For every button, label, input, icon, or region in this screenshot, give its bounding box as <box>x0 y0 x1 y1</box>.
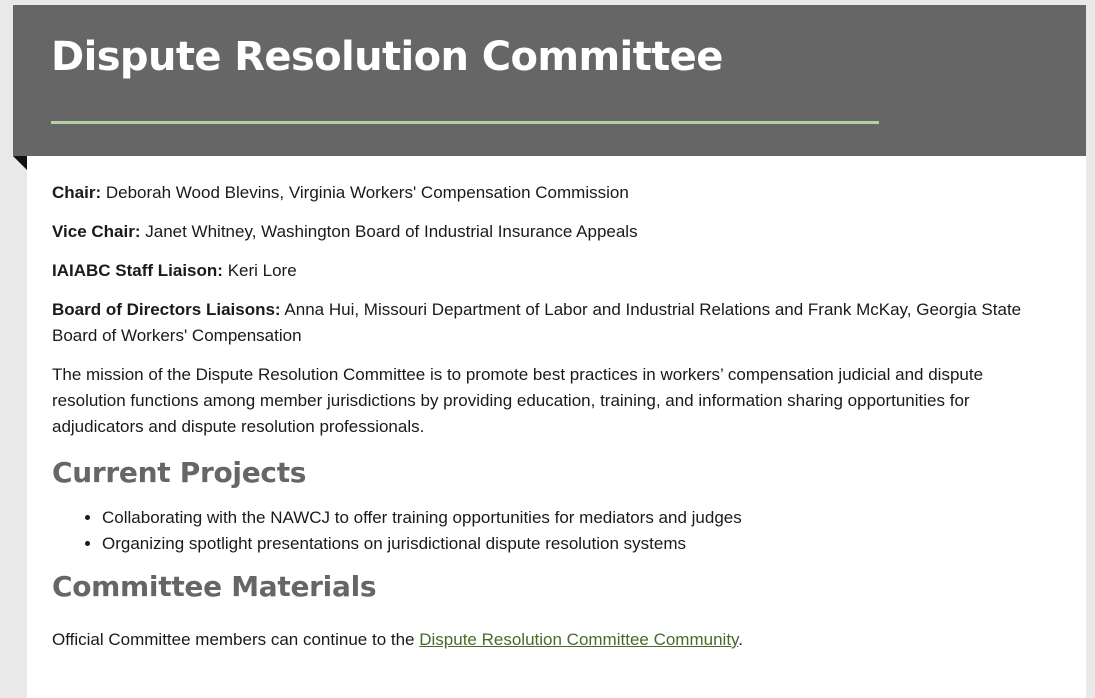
current-projects-list <box>52 505 1042 557</box>
vice-chair-label: Vice Chair: <box>52 222 141 241</box>
banner-corner-fold <box>13 156 27 170</box>
vice-chair-value: Janet Whitney, Washington Board of Industrial Insurance Appeals <box>145 222 638 241</box>
mission-statement: The mission of the Dispute Resolution Committee is to promote best practices in workers’ compensation judicial and dispute resolution functions among member jurisdictions by providing education, training, and information sharing opportunities for adjudicators and dispute resolution professionals. <box>52 365 984 436</box>
materials-text-before: Official Committee members can continue to the <box>52 630 420 649</box>
materials-text-after: . <box>738 630 744 649</box>
page-title: Dispute Resolution Committee <box>51 34 723 80</box>
content-body <box>52 180 1042 666</box>
board-liaisons-line <box>52 297 1042 349</box>
list-item: • Organizing spotlight presentations on jurisdictional dispute resolution systems <box>102 531 1042 557</box>
current-projects-heading: Current Projects <box>52 456 307 489</box>
vice-chair-line <box>52 219 1042 245</box>
chair-line <box>52 180 1042 206</box>
chair-value: Deborah Wood Blevins, Virginia Workers' Compensation Commission <box>105 183 629 202</box>
header-banner <box>13 5 1086 156</box>
title-underline-rule <box>51 121 879 124</box>
committee-materials-text <box>52 627 1042 653</box>
staff-liaison-line <box>52 258 1042 284</box>
list-item: • Collaborating with the NAWCJ to offer training opportunities for mediators and judges <box>102 505 1042 531</box>
chair-label: Chair: <box>52 183 102 202</box>
board-liaisons-value: Anna Hui, Missouri Department of Labor and Industrial Relations and Frank McKay, Georgia State Board of Workers' Compensation <box>52 300 1022 345</box>
board-liaisons-label: Board of Directors Liaisons: <box>52 300 281 319</box>
community-link[interactable]: Dispute Resolution Committee Community <box>419 630 739 649</box>
content-card <box>27 156 1086 698</box>
staff-liaison-label: IAIABC Staff Liaison: <box>52 261 223 280</box>
staff-liaison-value: Keri Lore <box>227 261 297 280</box>
committee-materials-heading: Committee Materials <box>52 570 377 603</box>
